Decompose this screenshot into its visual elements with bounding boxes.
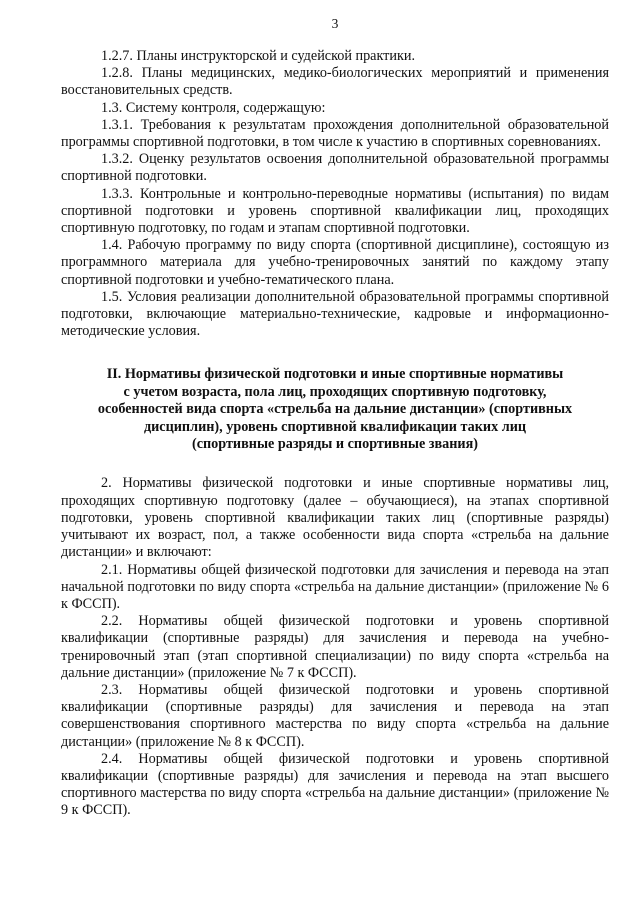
document-page — [61, 0, 609, 904]
paragraph-2-4: 2.4. Нормативы общей физической подготовки и уровень спортивной квалификации (спортивные разряды) для зачисления и перевода на этап высшего спортивного мастерства по виду спорта «стрельба на дальние дистанции» (приложение № 9 к ФССП). — [61, 750, 609, 819]
paragraph-1-3-2: 1.3.2. Оценку результатов освоения дополнительной образовательной программы спортивной подготовки. — [61, 151, 609, 185]
paragraph-1-3: 1.3. Систему контроля, содержащую: — [101, 99, 326, 116]
paragraph-2-2: 2.2. Нормативы общей физической подготовки и уровень спортивной квалификации (спортивные разряды) для зачисления и перевода на учебно-тренировочный этап (этап спортивной специализации) по виду спорта «стрельба на дальние дистанции» (приложение № 7 к ФССП). — [61, 613, 609, 681]
paragraph-1-3-3: 1.3.3. Контрольные и контрольно-переводные нормативы (испытания) по видам спортивной подготовки и уровень спортивной квалификации лиц, проходящих спортивную подготовку, по годам и этапам спортивной подготовки. — [61, 185, 609, 237]
paragraph-1-4: 1.4. Рабочую программу по виду спорта (спортивной дисциплине), состоящую из программного материала для учебно-тренировочных занятий по каждому этапу спортивной подготовки и учебно-тематического плана. — [61, 237, 609, 288]
section-heading-line: особенностей вида спорта «стрельба на дальние дистанции» (спортивных — [97, 401, 573, 418]
section-heading — [61, 366, 609, 453]
paragraph-2: 2. Нормативы физической подготовки и иные спортивные нормативы лиц, проходящих спортивную подготовку (далее – обучающиеся), на этапах спортивной подготовки, уровень спортивной квалификации таких лиц (спортивные разряды) учитывают их возраст, пол, а также особенности вида спорта «стрельба на дальние дистанции» и включают: — [61, 475, 609, 561]
paragraph-2-3: 2.3. Нормативы общей физической подготовки и уровень спортивной квалификации (спортивные разряды) для зачисления и перевода на этап совершенствования спортивного мастерства по виду спорта «стрельба на дальние дистанции» (приложение № 8 к ФССП). — [61, 681, 609, 750]
section-heading-line: с учетом возраста, пола лиц, проходящих спортивную подготовку, — [123, 383, 547, 400]
section-heading-line: дисциплин), уровень спортивной квалификации таких лиц — [143, 418, 527, 435]
paragraph-1-2-8: 1.2.8. Планы медицинских, медико-биологических мероприятий и применения восстановительных средств. — [61, 65, 609, 99]
paragraph-2-1: 2.1. Нормативы общей физической подготовки для зачисления и перевода на этап начальной подготовки по виду спорта «стрельба на дальние дистанции» (приложение № 6 к ФССП). — [61, 561, 609, 612]
page-number: 3 — [331, 16, 339, 31]
section-heading-line: II. Нормативы физической подготовки и иные спортивные нормативы — [106, 366, 564, 383]
section-heading-line: (спортивные разряды и спортивные звания) — [191, 436, 479, 453]
paragraph-1-5: 1.5. Условия реализации дополнительной образовательной программы спортивной подготовки, включающие материально-технические, кадровые и информационно-методические условия. — [61, 288, 609, 340]
paragraph-1-3-1: 1.3.1. Требования к результатам прохождения дополнительной образовательной программы спортивной подготовки, в том числе к участию в спортивных соревнованиях. — [61, 116, 609, 151]
paragraph-1-2-7: 1.2.7. Планы инструкторской и судейской практики. — [101, 48, 415, 64]
document-body — [61, 48, 609, 820]
